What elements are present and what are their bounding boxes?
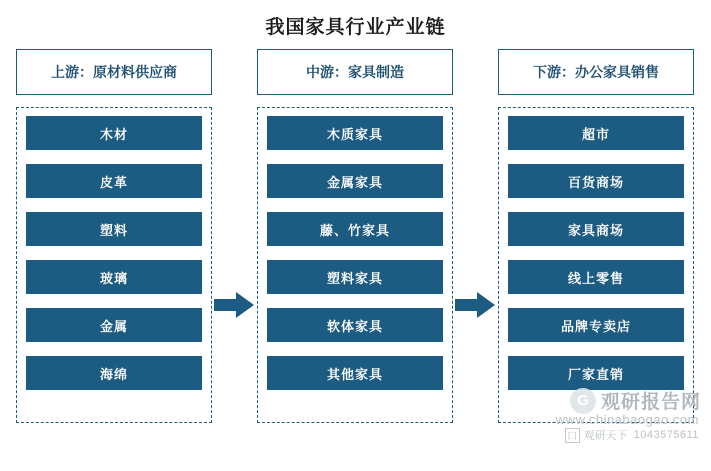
watermark-sub-text: 观研天下 (583, 430, 628, 442)
column-midstream (257, 49, 453, 423)
arrow-right-icon (214, 292, 254, 318)
column-downstream (498, 49, 694, 423)
column-header-upstream: 上游：原材料供应商 (16, 49, 212, 95)
list-item[interactable]: 海绵 (26, 356, 202, 390)
list-item[interactable]: 品牌专卖店 (508, 308, 684, 342)
watermark-url: www.chinabaogao.com (555, 412, 699, 427)
watermark-logo-icon: G (570, 388, 596, 414)
list-item[interactable]: 塑料 (26, 212, 202, 246)
column-body-midstream (257, 107, 453, 423)
arrow-right-icon (455, 292, 495, 318)
column-body-upstream (16, 107, 212, 423)
list-item[interactable]: 塑料家具 (267, 260, 443, 294)
list-item[interactable]: 厂家直销 (508, 356, 684, 390)
column-header-downstream: 下游：办公家具销售 (498, 49, 694, 95)
list-item[interactable]: 木质家具 (267, 116, 443, 150)
watermark-sub (565, 427, 699, 443)
watermark-id: 1043575611 (633, 429, 699, 441)
list-item[interactable]: 皮革 (26, 164, 202, 198)
watermark-name: 观研报告网 (600, 392, 701, 413)
list-item[interactable]: 金属家具 (267, 164, 443, 198)
column-body-downstream (498, 107, 694, 423)
column-header-midstream: 中游：家具制造 (257, 49, 453, 95)
list-item[interactable]: 超市 (508, 116, 684, 150)
list-item[interactable]: 木材 (26, 116, 202, 150)
list-item[interactable]: 家具商场 (508, 212, 684, 246)
list-item[interactable]: 玻璃 (26, 260, 202, 294)
list-item[interactable]: 线上零售 (508, 260, 684, 294)
list-item[interactable]: 其他家具 (267, 356, 443, 390)
list-item[interactable]: 金属 (26, 308, 202, 342)
list-item[interactable]: 软体家具 (267, 308, 443, 342)
industry-chain-diagram (0, 49, 711, 449)
list-item[interactable]: 百货商场 (508, 164, 684, 198)
column-upstream (16, 49, 212, 423)
watermark-box-icon: 囗 (565, 428, 580, 443)
page-title: 我国家具行业产业链 (265, 17, 446, 38)
list-item[interactable]: 藤、竹家具 (267, 212, 443, 246)
